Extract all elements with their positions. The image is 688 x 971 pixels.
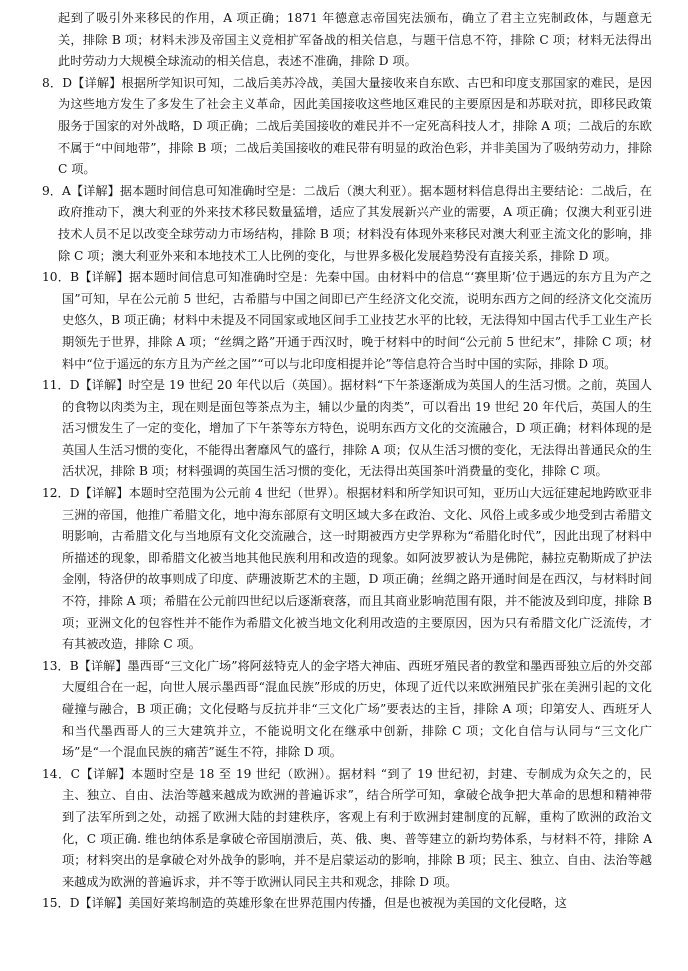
answer-7-continuation: 起到了吸引外来移民的作用，A 项正确；1871 年德意志帝国宪法颁布，确立了君主立宪制政体，与题意无关，排除 B 项；材料未涉及帝国主义竞相扩军备战的相关信息，与题干信息不符，排除 C 项；材料无法得出此时劳动力大规模全球流动的相关信息，表述不准确，排除 D 项。: [58, 11, 652, 69]
answer-14: 14．C【详解】本题时空是 18 至 19 世纪（欧洲）。据材料 “到了 19 世纪初，封建、专制成为众矢之的，民主、独立、自由、法治等越来越成为欧洲的普遍诉求”，结合所学可知，拿破仑战争把大革命的思想和精神带到了法军所到之处，动摇了欧洲大陆的封建秩序，客观上有利于欧洲封建制度的瓦解，重构了欧洲的政治文化，C 项正确. 维也纳体系是拿破仑帝国崩溃后，英、俄、奥、普等建立的新均势体系，与材料不符，排除 A 项；材料突出的是拿破仑对外战争的影响，并不是启蒙运动的影响，排除 B 项；民主、独立、自由、法治等越来越成为欧洲的普遍诉求，并不等于欧洲认同民主共和观念，排除 D 项。: [42, 766, 652, 889]
answer-12: 12．D【详解】本题时空范围为公元前 4 世纪（世界）。根据材料和所学知识可知，亚历山大远征建起地跨欧亚非三洲的帝国，他推广希腊文化，地中海东部原有文明区域大多在政治、文化、风俗上或多或少地受到古希腊文明影响，古希腊文化与当地原有文化交流融合，这一时期被西方史学界称为“希腊化时代”，因此出现了材料中所描述的现象，即希腊文化被当地其他民族利用和改造的现象。如阿波罗被认为是佛陀，赫拉克勒斯成了护法金刚，特洛伊的故事则成了印度、萨珊波斯艺术的主题，D 项正确；丝绸之路开通时间是在西汉，与材料时间不符，排除 A 项；希腊在公元前四世纪以后逐渐衰落，而且其商业影响范围有限，并不能波及到印度，排除 B 项；亚洲文化的包容性并不能作为希腊文化被当地文化利用改造的主要原因，因为只有希腊文化广泛流传，才有其被改造，排除 C 项。: [42, 486, 653, 652]
answer-13: 13．B【详解】墨西哥“三文化广场”将阿兹特克人的金字塔大神庙、西班牙殖民者的教堂和墨西哥独立后的外交部大厦组合在一起，向世人展示墨西哥“混血民族”形成的历史，体现了近代以来欧洲殖民扩张在美洲引起的文化碰撞与融合，B 项正确；文化侵略与反抗并非“三文化广场”要表达的主旨，排除 A 项；印第安人、西班牙人和当代墨西哥人的三大建筑并立，不能说明文化在继承中创新，排除 C 项；文化自信与认同与“三文化广场”是“一个混血民族的痛苦”诞生不符，排除 D 项。: [42, 658, 652, 760]
answer-8: 8．D【详解】根据所学知识可知，二战后美苏冷战，美国大量接收来自东欧、古巴和印度支那国家的难民，是因为这些地方发生了多发生了社会主义革命，因此美国接收这些地区难民的主要原因是和苏联对抗，即移民政策服务于国家的对外战略，D 项正确；二战后美国接收的难民并不一定死高科技人才，排除 A 项；二战后的东欧不属于“中间地带”，排除 B 项；二战后美国接收的难民带有明显的政治色彩，并非美国为了吸纳劳动力，排除 C 项。: [42, 75, 652, 177]
answer-11: 11．D【详解】时空是 19 世纪 20 年代以后（英国）。据材料“下午茶逐渐成为英国人的生活习惯。之前，英国人的食物以肉类为主，现在则是面包等茶点为主，辅以少量的肉类”，可以看出 19 世纪 20 年代后，英国人的生活习惯发生了一定的变化，增加了下午茶等东方特色，说明东西方文化的交流融合，D 项正确；材料体现的是英国人生活习惯的变化，不能得出奢靡风气的盛行，排除 A 项；仅从生活习惯的变化，无法得出普通民众的生活状况，排除 B 项；材料强调的英国生活习惯的变化，无法得出英国茶叶消费量的变化，排除 C 项。: [42, 378, 652, 479]
answer-15-start: 15．D【详解】美国好莱坞制造的英雄形象在世界范围内传播，但是也被视为美国的文化侵略，这: [42, 896, 567, 911]
answer-9: 9．A【详解】据本题时间信息可知准确时空是：二战后（澳大利亚）。据本题材料信息得出主要结论：二战后，在政府推动下，澳大利亚的外来技术移民数量猛增，适应了其发展新兴产业的需要，A 项正确；仅澳大利亚引进技术人员不足以改变全球劳动力市场结构，排除 B 项；材料没有体现外来移民对澳大利亚主流文化的影响，排除 C 项；澳大利亚外来和本地技术工人比例的变化，与世界多极化发展趋势没有直接关系，排除 D 项。: [42, 183, 652, 263]
answer-10: 10．B【详解】据本题时间信息可知准确时空是：先秦中国。由材料中的信息“‘赛里斯’位于遇远的东方且为产之国”可知，早在公元前 5 世纪，古希腊与中国之间即已产生经济文化交流，说明东西方之间的经济文化交流历史悠久，B 项正确；材料中未提及不同国家或地区间手工业技艺水平的比较，无法得知中国古代手工业生产长期领先于世界，排除 A 项；“丝绸之路”开通于西汉时，晚于材料中的时间“公元前 5 世纪末”，排除 C 项；材料中“位于遥远的东方且为产丝之国”“可以与北印度相提并论”等信息符合当时中国的实际，排除 D 项。: [42, 270, 652, 371]
